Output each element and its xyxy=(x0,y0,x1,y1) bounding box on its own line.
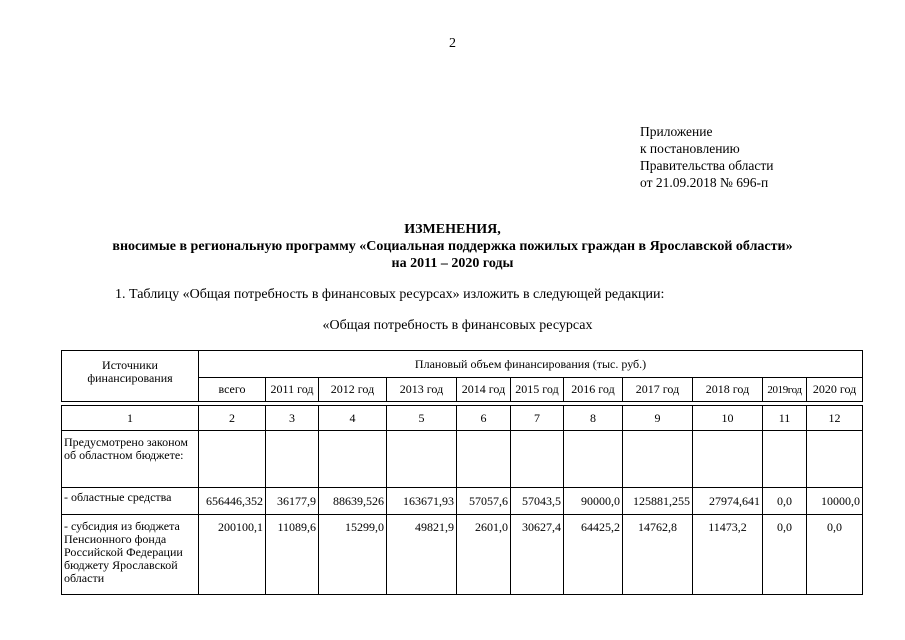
number-cell: 12 xyxy=(807,406,863,431)
value-cell xyxy=(693,431,763,488)
value-cell: 656446,352 xyxy=(199,488,266,515)
value-cell: 49821,9 xyxy=(387,515,457,595)
appendix-line: от 21.09.2018 № 696-п xyxy=(640,175,769,190)
value-cell: 30627,4 xyxy=(511,515,564,595)
header-planned: Плановый объем финансирования (тыс. руб.) xyxy=(199,351,863,378)
number-cell: 4 xyxy=(319,406,387,431)
value-cell: 10000,0 xyxy=(807,488,863,515)
table-row xyxy=(62,431,863,488)
header-col: 2019год xyxy=(763,378,807,402)
number-cell: 11 xyxy=(763,406,807,431)
appendix-block xyxy=(640,123,773,191)
value-cell xyxy=(807,431,863,488)
number-cell: 2 xyxy=(199,406,266,431)
title-line-3: на 2011 – 2020 годы xyxy=(391,256,514,271)
value-cell: 125881,255 xyxy=(623,488,693,515)
value-cell: 15299,0 xyxy=(319,515,387,595)
value-cell xyxy=(564,431,623,488)
header-col: 2013 год xyxy=(387,378,457,402)
value-cell: 11473,2 xyxy=(693,515,763,595)
source-cell: Предусмотрено законом об областном бюджете: xyxy=(62,431,199,488)
header-col: 2020 год xyxy=(807,378,863,402)
number-cell: 7 xyxy=(511,406,564,431)
number-row xyxy=(62,406,863,431)
financing-table-header xyxy=(61,350,863,402)
table-caption: «Общая потребность в финансовых ресурсах xyxy=(322,318,593,333)
value-cell: 57057,6 xyxy=(457,488,511,515)
value-cell: 27974,641 xyxy=(693,488,763,515)
instruction-paragraph: 1. Таблицу «Общая потребность в финансовых ресурсах» изложить в следующей редакции: xyxy=(115,287,665,302)
number-cell: 9 xyxy=(623,406,693,431)
value-cell: 0,0 xyxy=(763,515,807,595)
header-source: Источники финансирования xyxy=(62,351,199,402)
number-cell: 3 xyxy=(266,406,319,431)
value-cell: 90000,0 xyxy=(564,488,623,515)
financing-table-body xyxy=(61,405,863,595)
value-cell xyxy=(457,431,511,488)
number-cell: 6 xyxy=(457,406,511,431)
title-line-2: вносимые в региональную программу «Социальная поддержка пожилых граждан в Ярославской области» xyxy=(112,239,793,254)
value-cell xyxy=(266,431,319,488)
value-cell: 57043,5 xyxy=(511,488,564,515)
value-cell: 11089,6 xyxy=(266,515,319,595)
header-col: 2015 год xyxy=(511,378,564,402)
value-cell: 64425,2 xyxy=(564,515,623,595)
value-cell xyxy=(199,431,266,488)
appendix-line: к постановлению xyxy=(640,141,740,156)
title-line-1: ИЗМЕНЕНИЯ, xyxy=(404,222,501,237)
source-cell: - субсидия из бюджета Пенсионного фонда Российской Федерации бюджету Ярославской области xyxy=(62,515,199,595)
value-cell xyxy=(511,431,564,488)
value-cell xyxy=(763,431,807,488)
header-col: 2016 год xyxy=(564,378,623,402)
value-cell: 163671,93 xyxy=(387,488,457,515)
value-cell xyxy=(387,431,457,488)
table-row xyxy=(62,515,863,595)
value-cell xyxy=(319,431,387,488)
value-cell: 200100,1 xyxy=(199,515,266,595)
appendix-line: Приложение xyxy=(640,124,713,139)
number-cell: 1 xyxy=(62,406,199,431)
value-cell xyxy=(623,431,693,488)
source-cell: - областные средства xyxy=(62,488,199,515)
header-col: 2014 год xyxy=(457,378,511,402)
value-cell: 36177,9 xyxy=(266,488,319,515)
header-col: всего xyxy=(199,378,266,402)
number-cell: 5 xyxy=(387,406,457,431)
table-row xyxy=(62,488,863,515)
value-cell: 14762,8 xyxy=(623,515,693,595)
header-col: 2011 год xyxy=(266,378,319,402)
header-col: 2017 год xyxy=(623,378,693,402)
number-cell: 8 xyxy=(564,406,623,431)
header-col: 2012 год xyxy=(319,378,387,402)
value-cell: 0,0 xyxy=(807,515,863,595)
appendix-line: Правительства области xyxy=(640,158,774,173)
page-number: 2 xyxy=(449,36,456,51)
value-cell: 0,0 xyxy=(763,488,807,515)
number-cell: 10 xyxy=(693,406,763,431)
header-col: 2018 год xyxy=(693,378,763,402)
value-cell: 2601,0 xyxy=(457,515,511,595)
value-cell: 88639,526 xyxy=(319,488,387,515)
document-title xyxy=(0,221,905,272)
